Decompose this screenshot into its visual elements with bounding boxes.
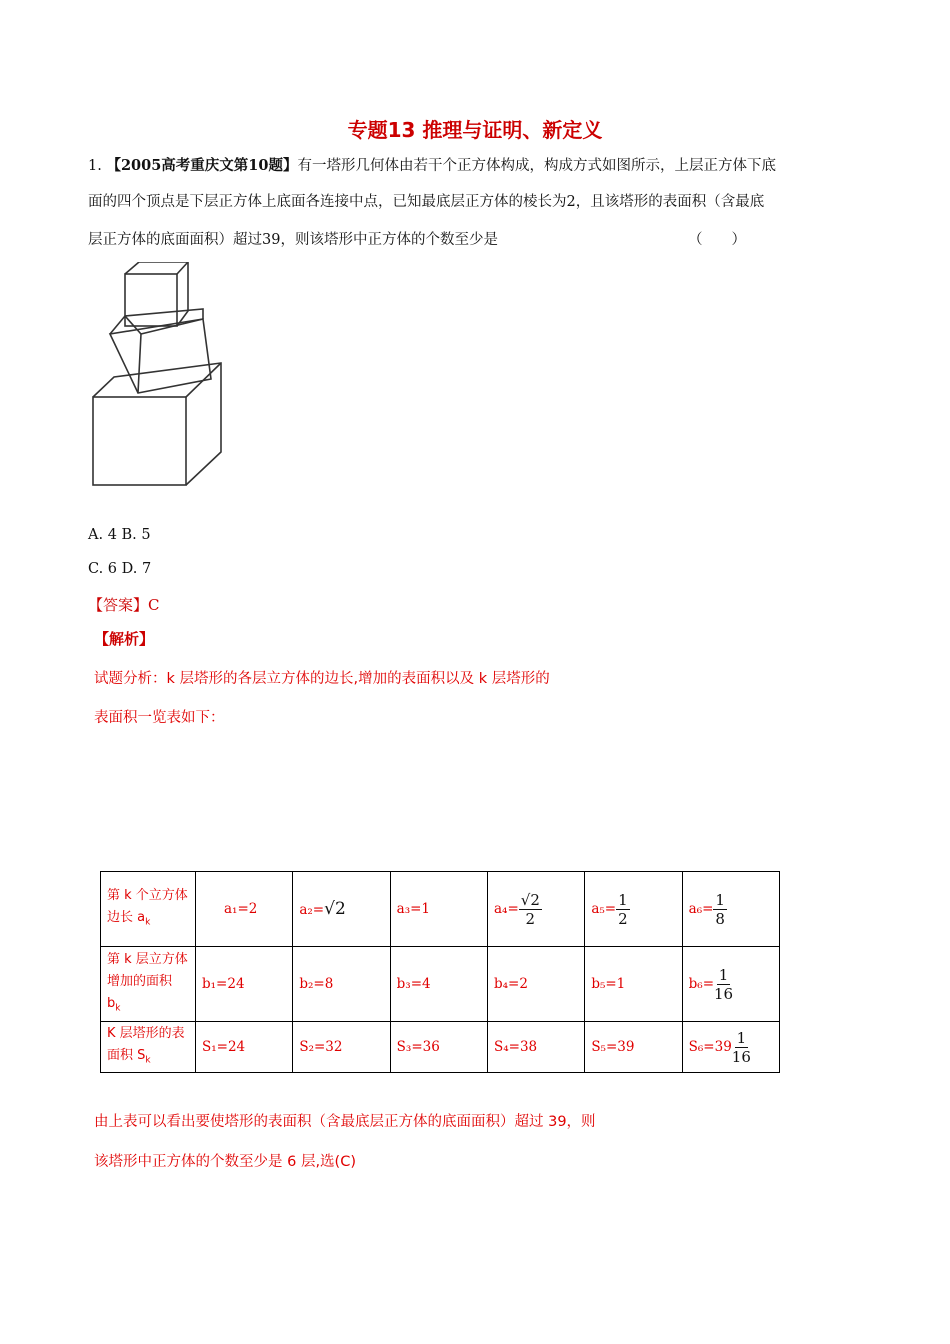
cell-a1: a₁=2: [196, 872, 293, 947]
answer-row: [88, 594, 160, 615]
row-header-edge-length: 第 k 个立方体边长 $a_k$: [101, 872, 196, 947]
row-header-surface-area: K 层塔形的表面积 $S_k$: [101, 1022, 196, 1073]
cell-s3: S₃=36: [390, 1022, 487, 1073]
cell-b6: b₆= $\frac{1}{16}$: [682, 947, 779, 1022]
question-number: 1.: [88, 158, 102, 174]
table-row-edge-length: [101, 872, 780, 947]
cell-a4: a₄= $\frac{√2}{2}$: [487, 872, 584, 947]
conclusion-line-1: 由上表可以看出要使塔形的表面积（含最底层正方体的底面面积）超过 39，则: [94, 1114, 596, 1130]
cell-s2: S₂=32: [293, 1022, 390, 1073]
cell-s4: S₄=38: [487, 1022, 584, 1073]
cell-a6: a₆= $\frac{1}{8}$: [682, 872, 779, 947]
cell-b5: b₅=1: [585, 947, 682, 1022]
answer-value: C: [148, 596, 160, 614]
cell-b3: b₃=4: [390, 947, 487, 1022]
cell-b4: b₄=2: [487, 947, 584, 1022]
question-line-3: [88, 230, 878, 250]
tower-drawing: [93, 262, 221, 485]
cell-a5: a₅= $\frac{1}{2}$: [585, 872, 682, 947]
table-row-added-area: [101, 947, 780, 1022]
question-source: 【2005高考重庆文第10题】: [106, 157, 298, 174]
page-title: 专题13 推理与证明、新定义: [347, 118, 603, 142]
conclusion-line-2: 该塔形中正方体的个数至少是 6 层,选(C): [94, 1154, 356, 1170]
options-line-1: A. 4 B. 5: [88, 527, 151, 543]
top-cube-front: [125, 274, 177, 326]
cell-a2: a₂=√2: [293, 872, 390, 947]
summary-table: [100, 871, 780, 1073]
cell-s5: S₅=39: [585, 1022, 682, 1073]
analysis-line-2: 表面积一览表如下：: [94, 710, 225, 726]
cell-a3: a₃=1: [390, 872, 487, 947]
tower-figure: [88, 262, 228, 490]
analysis-line-1: 试题分析：k 层塔形的各层立方体的边长,增加的表面积以及 k 层塔形的: [94, 671, 550, 687]
row-header-added-area: 第 k 层立方体增加的面积 $b_k$: [101, 947, 196, 1022]
cell-s1: S₁=24: [196, 1022, 293, 1073]
analysis-label: 【解析】: [94, 630, 155, 648]
cell-b1: b₁=24: [196, 947, 293, 1022]
cell-b2: b₂=8: [293, 947, 390, 1022]
options-line-2: C. 6 D. 7: [88, 561, 152, 577]
answer-label: 【答案】: [88, 596, 149, 614]
cell-s6: S₆=39 $\frac{1}{16}$: [682, 1022, 779, 1073]
question-text-3: 层正方体的底面面积）超过39，则该塔形中正方体的个数至少是: [88, 232, 498, 248]
question-text-1: 有一塔形几何体由若干个正方体构成，构成方式如图所示，上层正方体下底: [297, 158, 776, 174]
answer-bracket: （ ）: [688, 232, 746, 248]
question-line-1: [88, 156, 878, 176]
question-line-2: 面的四个顶点是下层正方体上底面各连接中点，已知最底层正方体的棱长为2，且该塔形的表面积（含最底: [88, 194, 765, 210]
bottom-cube-front: [93, 397, 186, 485]
table-row-surface-area: [101, 1022, 780, 1073]
